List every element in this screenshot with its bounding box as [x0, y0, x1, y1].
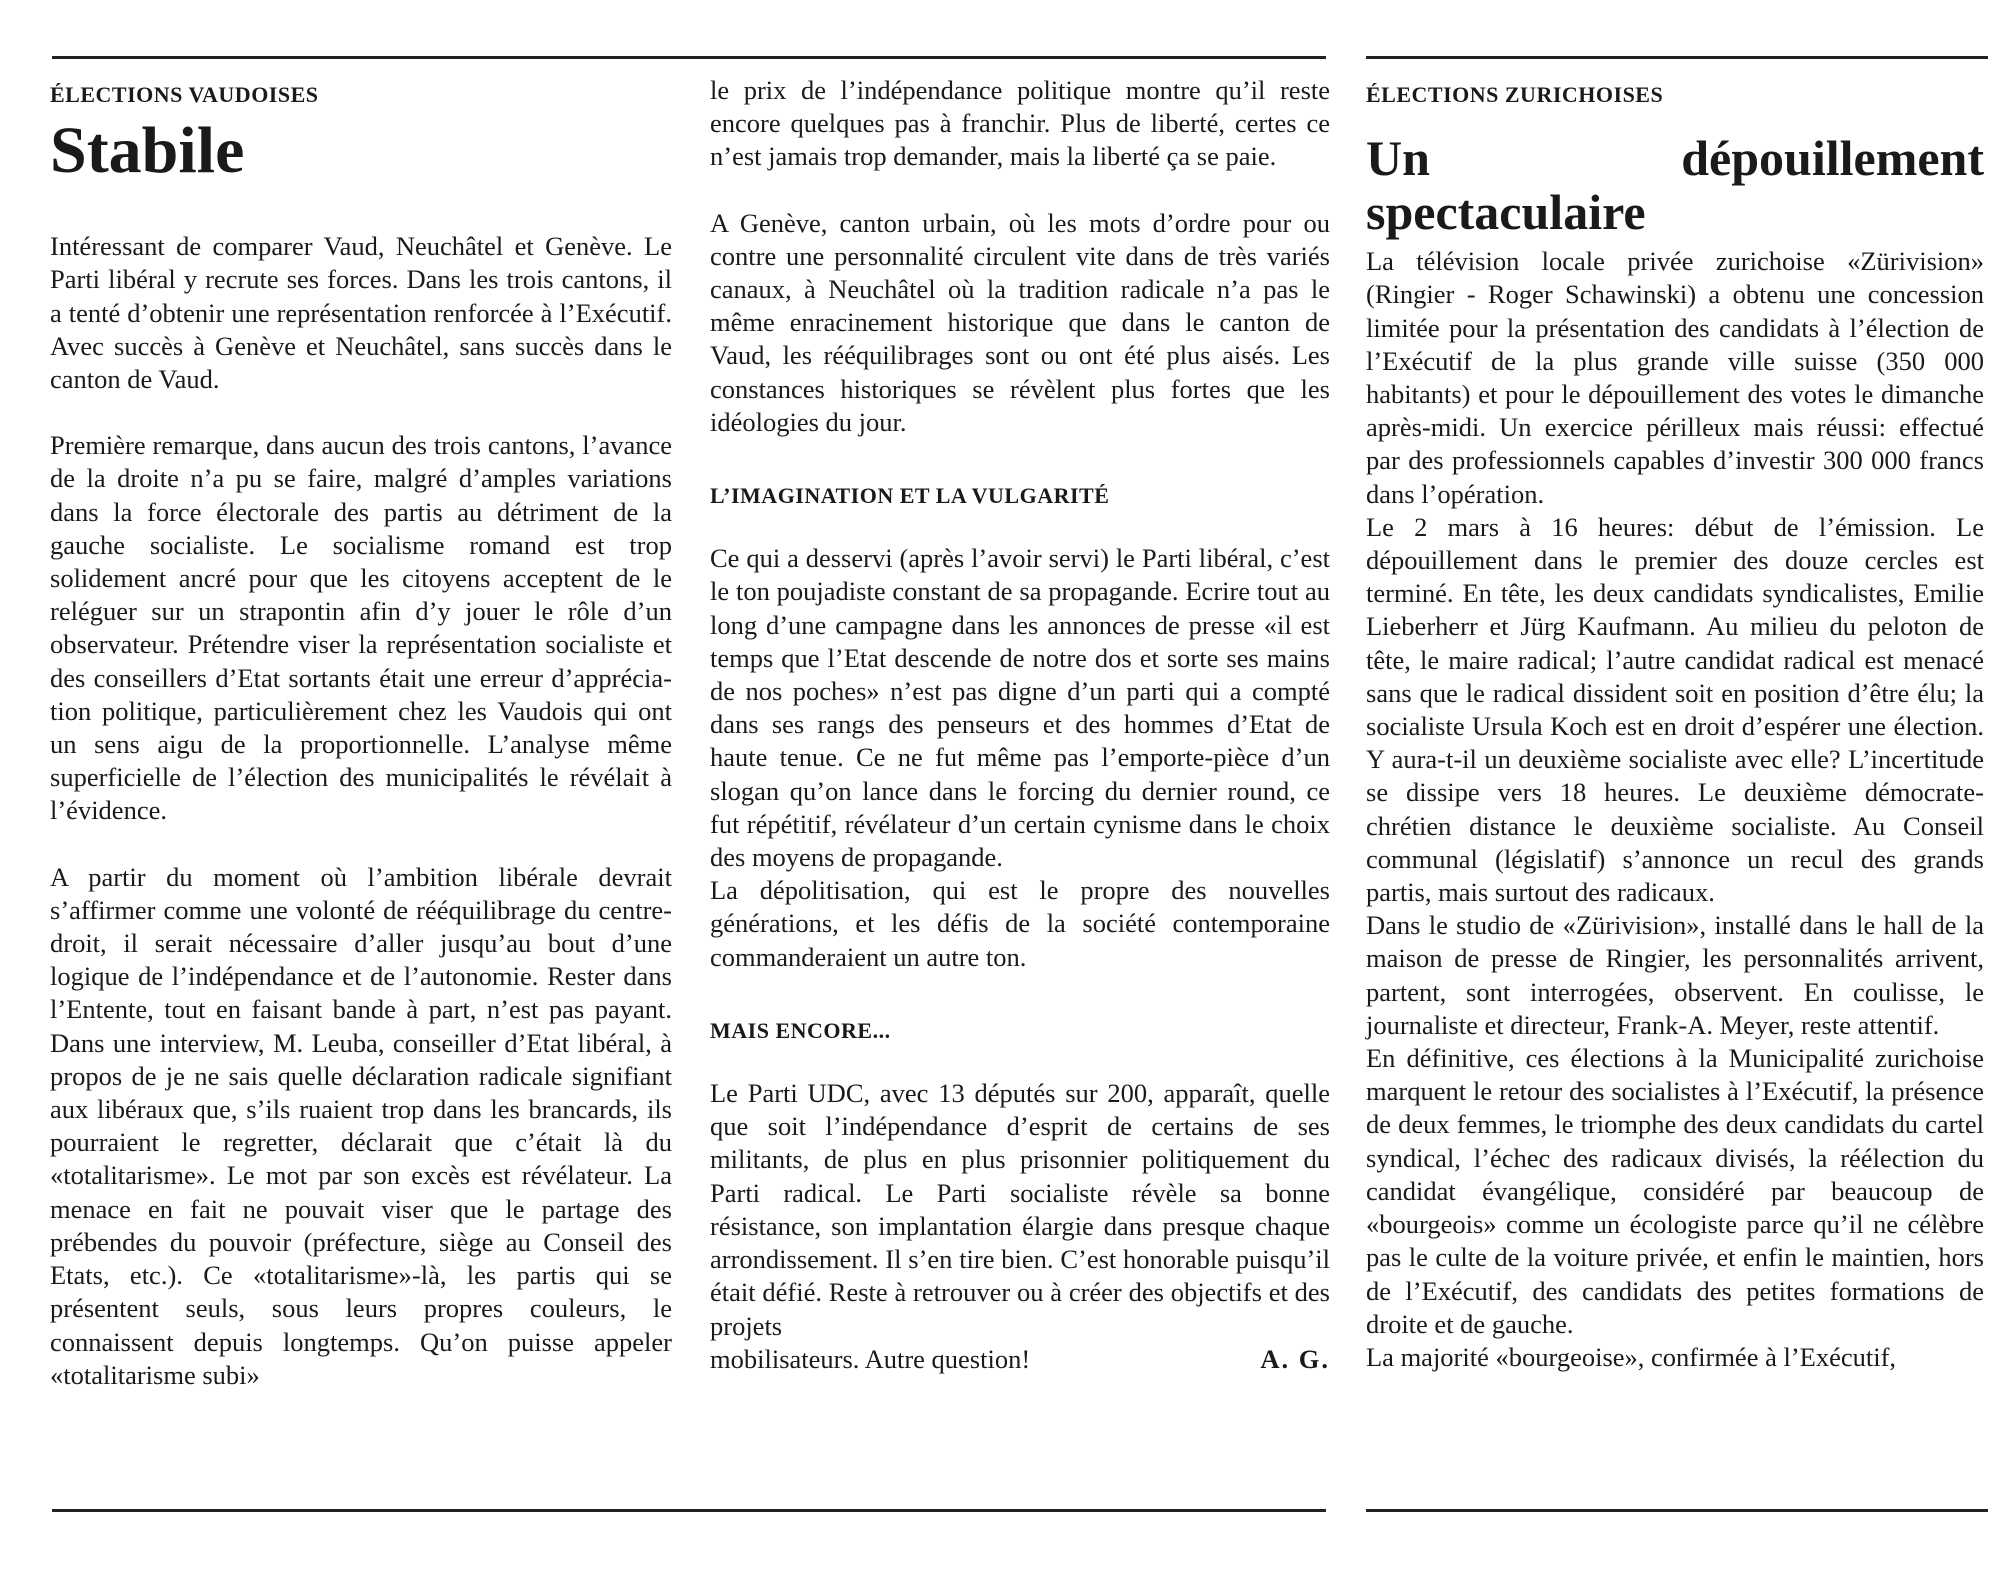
- author-signoff: A. G.: [1260, 1343, 1330, 1374]
- top-rule-right: [1366, 56, 1988, 59]
- section-subhead-imagination: L’IMAGINATION ET LA VULGARITÉ: [710, 483, 1110, 509]
- left-article-title: Stabile: [50, 114, 245, 188]
- right-article-title: Un dépouillement spectaculaire: [1366, 130, 1984, 241]
- section-subhead-mais-encore: MAIS ENCORE...: [710, 1017, 891, 1043]
- bottom-rule-left: [52, 1509, 1326, 1512]
- paragraph: Ce qui a desservi (après l’avoir servi) le Parti libéral, c’est le ton poujadiste constant de sa propagande. Ecrire tout au long d’une campagne dans les annonces de presse «il est temps que l’Etat descende de notre dos et sorte ses mains de nos poches» n’est pas digne d’un parti qui a compté dans ses rangs des penseurs et des hommes d’Etat de haute tenue. Ce ne fut même pas l’emporte-pièce d’un slogan qu’on lance dans le forcing du dernier round, ce fut répétitif, révélateur d’un certain cynisme dans le choix des moyens de propagande.: [710, 543, 1330, 873]
- bottom-rule-right: [1366, 1509, 1988, 1512]
- paragraph-last-line: mobilisateurs. Autre question!: [710, 1343, 1031, 1374]
- paragraph: La majorité «bourgeoise», confirmée à l’Exécutif,: [1366, 1341, 1897, 1372]
- left-article-column-2: [710, 74, 1330, 1376]
- right-article-kicker: ÉLECTIONS ZURICHOISES: [1366, 82, 1664, 107]
- left-article-kicker: ÉLECTIONS VAUDOISES: [50, 82, 319, 107]
- paragraph: Le Parti UDC, avec 13 députés sur 200, apparaît, quelle que soit l’indépendance d’esprit de certains de ses militants, de plus en plus prisonnier politiquement du Parti radical. Le Parti socialiste révèle sa bonne résistance, son implantation élargie dans presque chaque arrondissement. Il s’en tire bien. C’est honorable puisqu’il était défié. Reste à retrouver ou à créer des objectifs et des projets: [710, 1078, 1330, 1341]
- paragraph: Première remarque, dans aucun des trois cantons, l’avance de la droite n’a pu se faire, malgré d’amples variations dans la force électorale des partis au détriment de la gauche socialiste. Le socialisme romand est trop solidement ancré pour que les citoyens acceptent de le reléguer sur un strapontin afin d’y jouer le rôle d’un observateur. Prétendre viser la représentation socialiste et des conseillers d’Etat sortants était une erreur d’appréciation politique, particulièrement chez les Vaudois qui ont un sens aigu de la proportionnelle. L’analyse même superficielle de l’élection des municipalités le révélait à l’évidence.: [50, 430, 672, 826]
- right-article-column: [1366, 78, 1984, 1374]
- paragraph: Dans le studio de «Zürivision», installé dans le hall de la maison de presse de Ringier, les personnalités arrivent, partent, sont interrogées, observent. En coulisse, le journaliste et directeur, Frank-A. Meyer, reste attentif.: [1366, 910, 1984, 1040]
- paragraph: La dépolitisation, qui est le propre des nouvelles générations, et les défis de la société contemporaine commanderaient un autre ton.: [710, 875, 1330, 972]
- top-rule-left: [52, 56, 1326, 59]
- left-article-column-1: [50, 78, 672, 1392]
- paragraph: le prix de l’indépendance politique montre qu’il reste encore quelques pas à franchir. Plus de liberté, certes ce n’est jamais trop demander, mais la liberté ça se paie.: [710, 75, 1330, 172]
- paragraph: A Genève, canton urbain, où les mots d’ordre pour ou contre une personnalité circulent vite dans de très variés canaux, à Neuchâtel où la tradition radicale n’a pas le même enracinement historique que dans le canton de Vaud, les rééquilibrages sont ou ont été plus aisés. Les constances historiques se révèlent plus fortes que les idéologies du jour.: [710, 207, 1330, 437]
- paragraph: Intéressant de comparer Vaud, Neuchâtel et Genève. Le Parti libéral y recrute ses forces. Dans les trois cantons, il a tenté d’obtenir une représentation renforcée à l’Exécutif. Avec succès à Genève et Neuchâtel, sans succès dans le canton de Vaud.: [50, 231, 672, 395]
- paragraph: La télévision locale privée zurichoise «Zürivision» (Ringier - Roger Schawinski) a obtenu une concession limitée pour la présentation des candidats à l’élection de l’Exécutif de la plus grande ville suisse (350 000 habitants) et pour le dépouillement des votes le dimanche après-midi. Un exercice périlleux mais réussi: effectué par des professionnels capables d’investir 300 000 francs dans l’opération.: [1366, 246, 1984, 509]
- paragraph: A partir du moment où l’ambition libérale devrait s’affirmer comme une volonté de rééquilibrage du centre-droit, il serait nécessaire d’aller jusqu’au bout d’une logique de l’indépendance et de l’autonomie. Rester dans l’Entente, tout en faisant bande à part, n’est pas payant. Dans une interview, M. Leuba, conseiller d’Etat libéral, à propos de je ne sais quelle déclaration radicale signifiant aux libéraux que, s’ils ruaient trop dans les brancards, ils pourraient le regretter, déclarait que c’était là du «totalitarisme». Le mot par son excès est révélateur. La menace en fait ne pouvait viser que le partage des prébendes du pouvoir (préfecture, siège au Conseil des Etats, etc.). Ce «totalitarisme»-là, les partis qui se présentent seuls, sous leurs propres couleurs, le connaissent depuis longtemps. Qu’on puisse appeler «totalitarisme subi»: [50, 861, 672, 1390]
- final-line: [710, 1343, 1330, 1376]
- paragraph: Le 2 mars à 16 heures: début de l’émission. Le dépouillement dans le premier des douze cercles est terminé. En tête, les deux candidats syndicalistes, Emilie Lieberherr et Jürg Kaufmann. Au milieu du peloton de tête, le maire radical; l’autre candidat radical est menacé sans que le radical dissident soit en position d’être élu; la socialiste Ursula Koch est en droit d’espérer une élection. Y aura-t-il un deuxième socialiste avec elle? L’incertitude se dissipe vers 18 heures. Le deuxième démocrate-chrétien distance le deuxième socialiste. Au Conseil communal (législatif) s’annonce un recul des grands partis, mais surtout des radicaux.: [1366, 511, 1984, 908]
- paragraph: En définitive, ces élections à la Municipalité zurichoise marquent le retour des socialistes à l’Exécutif, la présence de deux femmes, le triomphe des deux candidats du cartel syndical, l’échec des radicaux divisés, la réélection du candidat évangélique, considéré par beaucoup de «bourgeois» comme un écologiste parce qu’il ne célèbre pas le culte de la voiture privée, et enfin le maintien, hors de l’Exécutif, des candidats des petites formations de droite et de gauche.: [1366, 1043, 1984, 1339]
